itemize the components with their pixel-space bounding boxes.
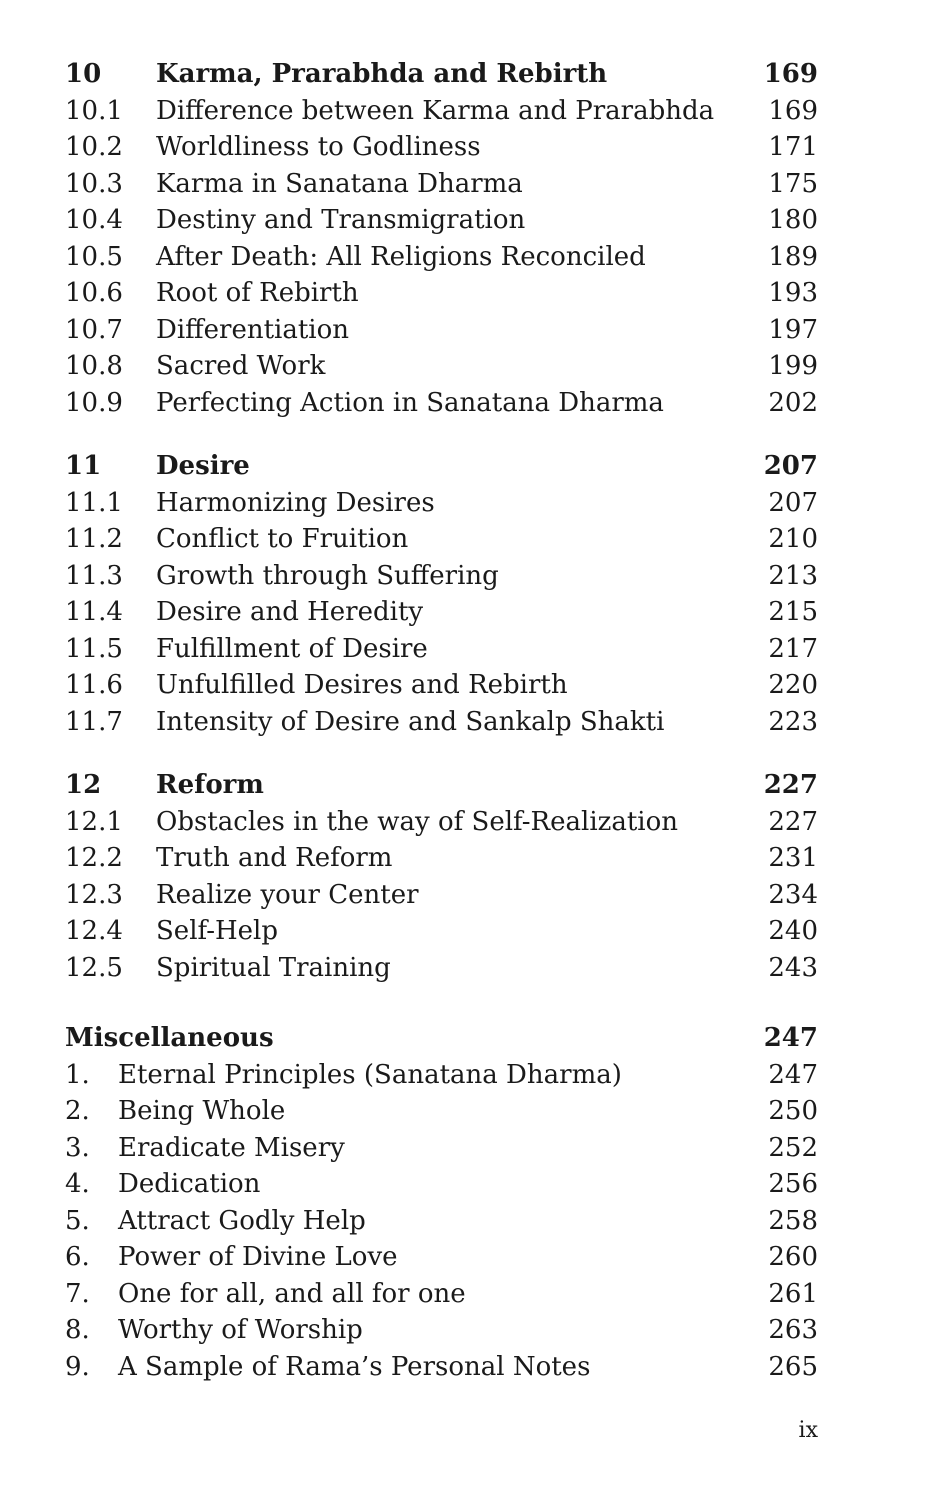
entry-title: Fulfillment of Desire <box>156 633 428 664</box>
toc-section-12 <box>65 767 818 986</box>
entry-page: 169 <box>768 95 818 126</box>
chapter-title: Miscellaneous <box>65 1023 274 1053</box>
entry-number: 9. <box>65 1351 90 1382</box>
entry-number: 4. <box>65 1169 90 1199</box>
entry-title: Worldliness to Godliness <box>156 132 481 162</box>
entry-number: 11.4 <box>65 597 123 627</box>
entry-title: Self-Help <box>156 916 279 946</box>
toc-entry <box>65 1276 818 1313</box>
toc-entry <box>65 1239 818 1276</box>
entry-page: 261 <box>768 1278 818 1309</box>
entry-title: After Death: All Religions Reconciled <box>156 241 646 272</box>
entry-title: One for all, and all for one <box>118 1278 466 1309</box>
toc-entry <box>65 804 818 841</box>
entry-page: 217 <box>768 633 818 664</box>
entry-page: 197 <box>768 314 818 345</box>
table-of-contents <box>65 56 818 1412</box>
entry-page: 234 <box>768 879 818 910</box>
entry-number: 10.2 <box>65 132 123 162</box>
entry-number: 12.1 <box>65 806 123 837</box>
chapter-title: Karma, Prarabhda and Rebirth <box>156 59 608 89</box>
chapter-page: 247 <box>763 1023 818 1053</box>
entry-title: Destiny and Transmigration <box>156 205 526 235</box>
toc-entry <box>65 950 818 987</box>
entry-title: Desire and Heredity <box>156 597 424 627</box>
chapter-page: 169 <box>763 59 818 89</box>
entry-page: 252 <box>768 1132 818 1163</box>
entry-page: 265 <box>768 1351 818 1382</box>
entry-title: Worthy of Worship <box>118 1315 363 1345</box>
entry-page: 263 <box>768 1315 818 1345</box>
entry-page: 215 <box>768 597 818 627</box>
entry-number: 12.5 <box>65 952 123 983</box>
entry-title: Harmonizing Desires <box>156 487 435 518</box>
toc-entry <box>65 93 818 130</box>
entry-page: 189 <box>768 241 818 272</box>
entry-page: 213 <box>768 560 818 591</box>
chapter-title: Desire <box>156 451 250 481</box>
toc-entry <box>65 348 818 385</box>
entry-number: 11.6 <box>65 670 123 700</box>
entry-number: 3. <box>65 1132 90 1163</box>
entry-title: Truth and Reform <box>156 843 393 873</box>
entry-page: 207 <box>768 487 818 518</box>
entry-title: Eradicate Misery <box>118 1132 345 1163</box>
entry-page: 260 <box>768 1242 818 1272</box>
toc-section-miscellaneous <box>65 1020 818 1385</box>
entry-title: Obstacles in the way of Self-Realization <box>156 806 678 837</box>
entry-page: 180 <box>768 205 818 235</box>
entry-title: Differentiation <box>156 314 350 345</box>
toc-entry <box>65 631 818 668</box>
entry-title: Difference between Karma and Prarabhda <box>156 95 715 126</box>
toc-section-11 <box>65 448 818 740</box>
entry-title: Growth through Suffering <box>156 560 499 591</box>
entry-title: Power of Divine Love <box>118 1242 398 1272</box>
toc-entry <box>65 1349 818 1386</box>
chapter-number: 12 <box>65 770 102 800</box>
toc-section-10 <box>65 56 818 421</box>
toc-entry <box>65 840 818 877</box>
entry-number: 10.9 <box>65 387 123 418</box>
entry-number: 10.5 <box>65 241 123 272</box>
entry-number: 10.8 <box>65 351 123 381</box>
toc-entry <box>65 704 818 741</box>
entry-title: Perfecting Action in Sanatana Dharma <box>156 387 664 418</box>
entry-page: 250 <box>768 1096 818 1126</box>
chapter-title: Reform <box>156 770 264 800</box>
entry-title: A Sample of Rama’s Personal Notes <box>118 1351 591 1382</box>
toc-entry <box>65 913 818 950</box>
entry-page: 202 <box>768 387 818 418</box>
entry-page: 171 <box>768 132 818 162</box>
entry-number: 12.3 <box>65 879 123 910</box>
toc-entry <box>65 1203 818 1240</box>
entry-number: 10.7 <box>65 314 123 345</box>
entry-title: Intensity of Desire and Sankalp Shakti <box>156 706 665 737</box>
entry-title: Conflict to Fruition <box>156 524 409 554</box>
entry-number: 12.2 <box>65 843 123 873</box>
chapter-heading <box>65 767 818 804</box>
entry-page: 210 <box>768 524 818 554</box>
entry-title: Realize your Center <box>156 879 419 910</box>
toc-entry <box>65 1166 818 1203</box>
entry-page: 175 <box>768 168 818 199</box>
toc-entry <box>65 1312 818 1349</box>
toc-entry <box>65 1057 818 1094</box>
toc-entry <box>65 594 818 631</box>
entry-title: Dedication <box>118 1169 261 1199</box>
entry-title: Eternal Principles (Sanatana Dharma) <box>118 1059 622 1090</box>
entry-title: Spiritual Training <box>156 952 391 983</box>
toc-entry <box>65 877 818 914</box>
entry-page: 227 <box>768 806 818 837</box>
chapter-page: 227 <box>763 770 818 800</box>
entry-number: 10.3 <box>65 168 123 199</box>
entry-title: Unfulfilled Desires and Rebirth <box>156 670 568 700</box>
entry-number: 11.2 <box>65 524 123 554</box>
toc-entry <box>65 521 818 558</box>
entry-title: Sacred Work <box>156 351 326 381</box>
toc-entry <box>65 166 818 203</box>
entry-title: Being Whole <box>118 1096 286 1126</box>
entry-page: 199 <box>768 351 818 381</box>
entry-number: 10.6 <box>65 278 123 308</box>
entry-number: 8. <box>65 1315 90 1345</box>
chapter-number: 11 <box>65 451 102 481</box>
entry-page: 193 <box>768 278 818 308</box>
entry-number: 11.5 <box>65 633 123 664</box>
chapter-page: 207 <box>763 451 818 481</box>
toc-entry <box>65 1130 818 1167</box>
chapter-heading <box>65 56 818 93</box>
entry-page: 247 <box>768 1059 818 1090</box>
entry-number: 10.1 <box>65 95 123 126</box>
entry-title: Karma in Sanatana Dharma <box>156 168 523 199</box>
entry-page: 223 <box>768 706 818 737</box>
entry-number: 6. <box>65 1242 90 1272</box>
toc-entry <box>65 667 818 704</box>
toc-entry <box>65 275 818 312</box>
toc-entry <box>65 129 818 166</box>
entry-page: 258 <box>768 1205 818 1236</box>
entry-page: 243 <box>768 952 818 983</box>
entry-number: 11.3 <box>65 560 123 591</box>
toc-entry <box>65 239 818 276</box>
chapter-heading <box>65 448 818 485</box>
entry-page: 231 <box>768 843 818 873</box>
entry-number: 5. <box>65 1205 90 1236</box>
page-number: ix <box>798 1418 818 1443</box>
entry-page: 220 <box>768 670 818 700</box>
toc-entry <box>65 1093 818 1130</box>
entry-number: 2. <box>65 1096 90 1126</box>
toc-entry <box>65 202 818 239</box>
chapter-number: 10 <box>65 59 102 89</box>
entry-page: 256 <box>768 1169 818 1199</box>
entry-number: 1. <box>65 1059 90 1090</box>
entry-title: Attract Godly Help <box>118 1205 366 1236</box>
entry-number: 12.4 <box>65 916 123 946</box>
toc-entry <box>65 385 818 422</box>
toc-entry <box>65 558 818 595</box>
entry-number: 11.1 <box>65 487 123 518</box>
entry-number: 11.7 <box>65 706 123 737</box>
entry-title: Root of Rebirth <box>156 278 359 308</box>
entry-page: 240 <box>768 916 818 946</box>
toc-entry <box>65 312 818 349</box>
entry-number: 10.4 <box>65 205 123 235</box>
toc-entry <box>65 485 818 522</box>
entry-number: 7. <box>65 1278 90 1309</box>
chapter-heading <box>65 1020 818 1057</box>
